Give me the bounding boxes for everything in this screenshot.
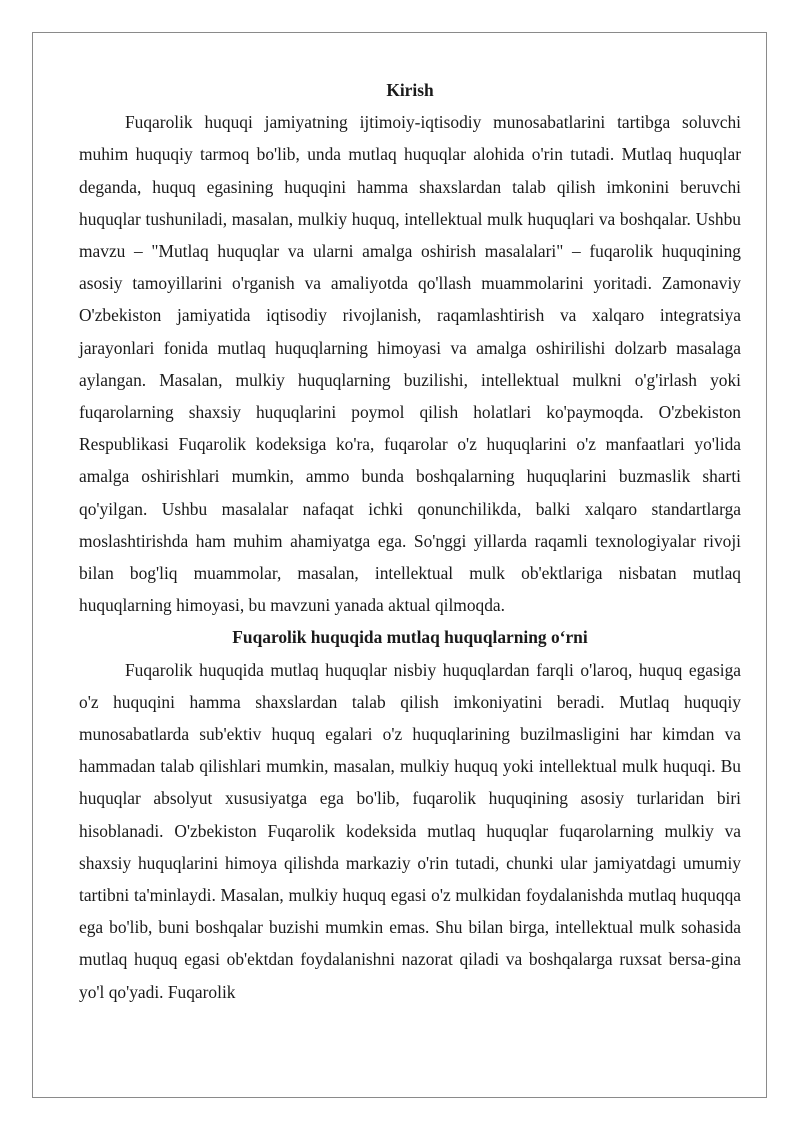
document-body (79, 74, 741, 1008)
intro-heading: Kirish (386, 80, 434, 100)
section-paragraph: Fuqarolik huquqida mutlaq huquqlar nisbiy huquqlardan farqli o'laroq, huquq egasiga o'z huquqini hamma shaxslardan talab qilish imkoniyatini beradi. Mutlaq huquqiy munosabatlarda sub'ektiv huquq egalari o'z huquqlarining buzilmasligini har kimdan va hammadan talab qilishlari mumkin, masalan, mulkiy huquq yoki intellektual mulk huquqi. Bu huquqlar absolyut xususiyatga ega bo'lib, fuqarolik huquqining asosiy turlaridan biri hisoblanadi. O'zbekiston Fuqarolik kodeksida mutlaq huquqlar fuqarolarning mulkiy va shaxsiy huquqlarini himoya qilishda markaziy o'rin tutadi, chunki ular jamiyatdagi umumiy tartibni ta'minlaydi. Masalan, mulkiy huquq egasi o'z mulkidan foydalanishda mutlaq huquqqa ega bo'lib, buni boshqalar buzishi mumkin emas. Shu bilan birga, intellektual mulk sohasida mutlaq huquq egasi ob'ektdan foydalanishni nazorat qiladi va boshqalarga ruxsat bersa-gina yo'l qo'yadi. Fuqarolik (79, 659, 741, 1002)
section-heading: Fuqarolik huquqida mutlaq huquqlarning o‘rni (232, 627, 588, 648)
intro-paragraph: Fuqarolik huquqi jamiyatning ijtimoiy-iqtisodiy munosabatlarini tartibga soluvchi muhim huquqiy tarmoq bo'lib, unda mutlaq huquqlar alohida o'rin tutadi. Mutlaq huquqlar deganda, huquq egasining huquqini hamma shaxslardan talab qilish imkonini beruvchi huquqlar tushuniladi, masalan, mulkiy huquq, intellektual mulk huquqlari va boshqalar. Ushbu mavzu – "Mutlaq huquqlar va ularni amalga oshirish masalalari" – fuqarolik huquqining asosiy tamoyillarini o'rganish va amaliyotda qo'llash muammolarini yoritadi. Zamonaviy O'zbekiston jamiyatida iqtisodiy rivojlanish, raqamlashtirish va xalqaro integratsiya jarayonlari fonida mutlaq huquqlarning himoyasi va amalga oshirilishi dolzarb masalaga aylangan. Masalan, mulkiy huquqlarning buzilishi, intellektual mulkni o'g'irlash yoki fuqarolarning shaxsiy huquqlarini poymol qilish holatlari ko'paymoqda. O'zbekiston Respublikasi Fuqarolik kodeksiga ko'ra, fuqarolar o'z huquqlarini o'z manfaatlari yo'lida amalga oshirishlari mumkin, ammo bunda boshqalarning huquqlarini buzmaslik sharti qo'yilgan. Ushbu masalalar nafaqat ichki qonunchilikda, balki xalqaro standartlarga moslashtirishda ham muhim ahamiyatga ega. So'nggi yillarda raqamli texnologiyalar rivoji bilan bog'liq muammolar, masalan, intellektual mulk ob'ektlariga nisbatan mutlaq huquqlarning himoyasi, bu mavzuni yanada aktual qilmoqda. (79, 112, 741, 616)
